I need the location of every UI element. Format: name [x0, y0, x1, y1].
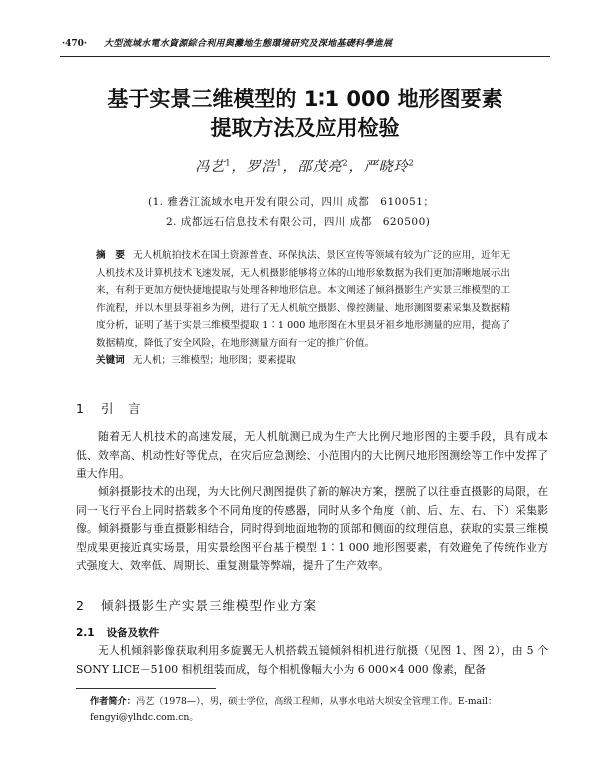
keywords-text: 无人机；三维模型；地形图；要素提取 — [132, 355, 296, 366]
paper-title-line1: 基于实景三维模型的 1∶1 000 地形图要素 — [107, 87, 503, 111]
subsection-number: 2.1 — [76, 627, 95, 639]
paragraph: 倾斜摄影技术的出现，为大比例尺测图提供了新的解决方案，摆脱了以往垂直摄影的局限，在同一飞行平台上同时搭载多个不同角度的传感器，同时从多个角度（前、后、左、右、下）采集影像。倾斜摄影与垂直摄影相结合，同时得到地面地物的顶部和侧面的纹理信息，获取的实景三维模型成果更接近真实场景，用实景绘图平台基于模型 1∶1 000 地形图要素，有效避免了传统作业方式强度大、效率低、周期长、重复测量等弊端，提升了生产效率。 — [76, 485, 548, 572]
author-name: 冯艺 — [195, 159, 226, 175]
author-affil-mark: 1 — [276, 158, 283, 168]
section-heading-1 — [76, 399, 141, 417]
footnote-text: 冯艺（1978—），男，硕士学位，高级工程师，从事水电站大坝安全管理工作。E-mail：fengyi@ylhdc.com.cn。 — [90, 696, 498, 723]
author-affil-mark: 2 — [408, 158, 415, 168]
running-header — [62, 34, 562, 54]
paragraph: 随着无人机技术的高速发展，无人机航测已成为生产大比例尺地形图的主要手段，具有成本低、效率高、机动性好等优点，在灾后应急测绘、小范围内的大比例尺地形图测绘等工作中发挥了重大作用。 — [76, 430, 548, 480]
paper-title-line2: 提取方法及应用检验 — [210, 116, 400, 140]
subsection-title: 设备及软件 — [106, 627, 160, 639]
footnote-rule — [76, 688, 216, 689]
affiliation-2: 2. 成都远石信息技术有限公司，四川 成都 620500) — [166, 216, 431, 228]
page-number: ·470· — [62, 39, 88, 49]
author-name: 罗浩 — [246, 159, 277, 175]
author-name: 严晓玲 — [363, 159, 409, 175]
author-footnote — [90, 694, 550, 726]
section-number: 1 — [76, 401, 85, 416]
abstract-label: 摘 要 — [96, 250, 126, 261]
affiliation-1: (1. 雅砻江流域水电开发有限公司，四川 成都 610051； — [148, 196, 435, 208]
keywords-label: 关键词 — [96, 355, 125, 366]
section-heading-2 — [76, 596, 317, 614]
abstract — [96, 247, 510, 352]
keywords — [96, 352, 510, 369]
author-list: 冯艺$^1$，罗浩$^1$，邵茂亮$^2$，严晓玲$^2$ — [195, 158, 415, 175]
author-name: 邵茂亮 — [297, 159, 343, 175]
paragraph: 无人机倾斜影像获取利用多旋翼无人机搭载五镜倾斜相机进行航摄（见图 1、图 2），由 5 个 SONY LICE－5100 相机组装而成，每个相机像幅大小为 6 000×4 000 像素，配备 — [76, 644, 548, 676]
section-number: 2 — [76, 598, 85, 613]
section-title: 引 言 — [100, 401, 142, 416]
footnote-label: 作者简介： — [90, 696, 136, 707]
author-affil-mark: 2 — [342, 158, 349, 168]
section-title: 倾斜摄影生产实景三维模型作业方案 — [100, 598, 317, 613]
running-title: 大型流域水電水資源綜合利用與灘地生態環境研究及深地基礎科學進展 — [103, 39, 393, 49]
author-affil-mark: 1 — [225, 158, 232, 168]
header-rule — [60, 56, 550, 57]
abstract-text: 无人机航拍技术在国土资源普查、环保执法、景区宣传等领域有较为广泛的应用，近年无人机技术及计算机技术飞速发展，无人机摄影能够将立体的山地形象数据为我们更加清晰地展示出来，有利于更加方便快捷地提取与处理各种地形信息。本文阐述了倾斜摄影生产实景三维模型的工作流程，并以木里县芽祖乡为例，进行了无人机航空摄影、像控测量、地形测图要素采集及数据精度分析，证明了基于实景三维模型提取 1∶1 000 地形图在木里县牙祖乡地形测量的应用，提高了数据精度，降低了安全风险，在地形测量方面有一定的推广价值。 — [96, 250, 511, 349]
subsection-heading-2-1 — [76, 625, 159, 640]
